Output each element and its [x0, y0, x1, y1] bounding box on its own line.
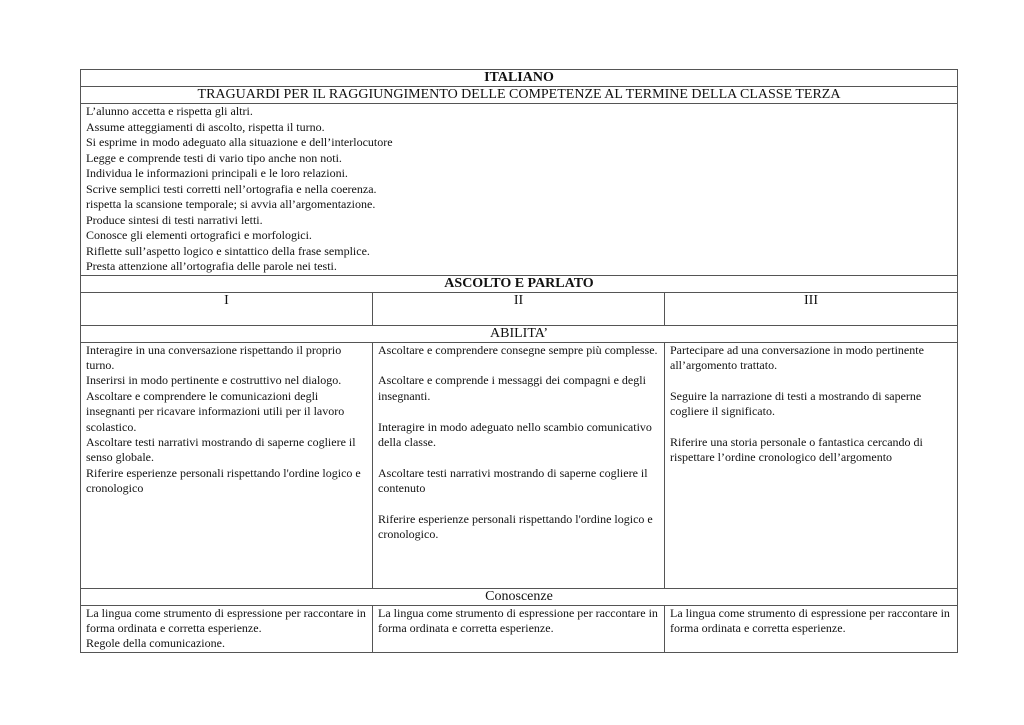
traguardi-list [86, 104, 952, 275]
section-row [81, 275, 958, 292]
traguardi-cell [81, 104, 958, 276]
traguardi-heading-row [81, 87, 958, 104]
conoscenze-text: La lingua come strumento di espressione per raccontare in forma ordinata e corretta esperienze. [86, 605, 366, 635]
traguardi-item: Legge e comprende testi di vario tipo anche non noti. [86, 150, 342, 165]
column-heading-3: III [665, 292, 958, 325]
traguardi-item: Conosce gli elementi ortografici e morfologici. [86, 228, 312, 242]
conoscenze-row [81, 605, 958, 652]
traguardi-item: Assume atteggiamenti di ascolto, rispetta il turno. [86, 119, 325, 134]
column-heading-1: I [81, 292, 373, 325]
conoscenze-text: La lingua come strumento di espressione per raccontare in forma ordinata e corretta esperienze. [378, 605, 658, 635]
abilita-text: Riferire una storia personale o fantastica cercando di rispettare l’ordine cronologico dell’argomento [670, 434, 923, 465]
conoscenze-cell-3 [665, 605, 958, 652]
section-heading: ASCOLTO E PARLATO [81, 275, 958, 292]
column-heading-2: II [373, 292, 665, 325]
traguardi-row [81, 104, 958, 276]
abilita-text: Inserirsi in modo pertinente e costruttivo nel dialogo. [86, 373, 342, 388]
abilita-cell-2 [373, 342, 665, 588]
traguardi-item: Riflette sull’aspetto logico e sintattico della frase semplice. [86, 243, 370, 258]
traguardi-item: Si esprime in modo adeguato alla situazione e dell’interlocutore [86, 135, 393, 149]
conoscenze-cell-2 [373, 605, 665, 652]
conoscenze-text: La lingua come strumento di espressione per raccontare in forma ordinata e corretta esperienze. [670, 605, 950, 635]
abilita-text: Ascoltare testi narrativi mostrando di saperne cogliere il contenuto [378, 465, 648, 496]
title-row [81, 70, 958, 87]
abilita-cell-3 [665, 342, 958, 588]
abilita-text: Ascoltare testi narrativi mostrando di saperne cogliere il senso globale. [86, 434, 356, 465]
conoscenze-heading: Conoscenze [81, 588, 958, 605]
conoscenze-cell-1 [81, 605, 373, 652]
abilita-text: Ascoltare e comprende i messaggi dei compagni e degli insegnanti. [378, 373, 646, 403]
abilita-text: Ascoltare e comprendere le comunicazioni degli insegnanti per ricavare informazioni utili per il lavoro scolastico. [86, 388, 345, 434]
abilita-text: Riferire esperienze personali rispettando l'ordine logico e cronologico [86, 465, 361, 496]
traguardi-item: L’alunno accetta e rispetta gli altri. [86, 104, 253, 118]
traguardi-item: Presta attenzione all’ortografia delle parole nei testi. [86, 259, 337, 273]
traguardi-item: Scrive semplici testi corretti nell’ortografia e nella coerenza. [86, 181, 377, 196]
traguardi-item: Produce sintesi di testi narrativi letti. [86, 212, 263, 227]
abilita-text: Partecipare ad una conversazione in modo pertinente all’argomento trattato. [670, 342, 924, 372]
abilita-text: Ascoltare e comprendere consegne sempre più complesse. [378, 342, 658, 357]
curriculum-page [80, 69, 957, 653]
abilita-text: Riferire esperienze personali rispettando l'ordine logico e cronologico. [378, 511, 653, 542]
abilita-text: Interagire in una conversazione rispettando il proprio turno. [86, 342, 342, 372]
conoscenze-text: Regole della comunicazione. [86, 636, 225, 651]
abilita-cell-1 [81, 342, 373, 588]
abilita-row [81, 342, 958, 588]
abilita-text: Interagire in modo adeguato nello scambio comunicativo della classe. [378, 419, 652, 449]
conoscenze-heading-row [81, 588, 958, 605]
traguardi-heading: TRAGUARDI PER IL RAGGIUNGIMENTO DELLE COMPETENZE AL TERMINE DELLA CLASSE TERZA [81, 87, 958, 104]
traguardi-item: rispetta la scansione temporale; si avvia all’argomentazione. [86, 197, 376, 211]
abilita-heading: ABILITA’ [81, 325, 958, 342]
column-heading-row [81, 292, 958, 325]
traguardi-item: Individua le informazioni principali e le loro relazioni. [86, 166, 348, 180]
abilita-text: Seguire la narrazione di testi a mostrando di saperne cogliere il significato. [670, 388, 922, 419]
document-title: ITALIANO [81, 70, 958, 87]
abilita-heading-row [81, 325, 958, 342]
curriculum-table [80, 69, 958, 653]
